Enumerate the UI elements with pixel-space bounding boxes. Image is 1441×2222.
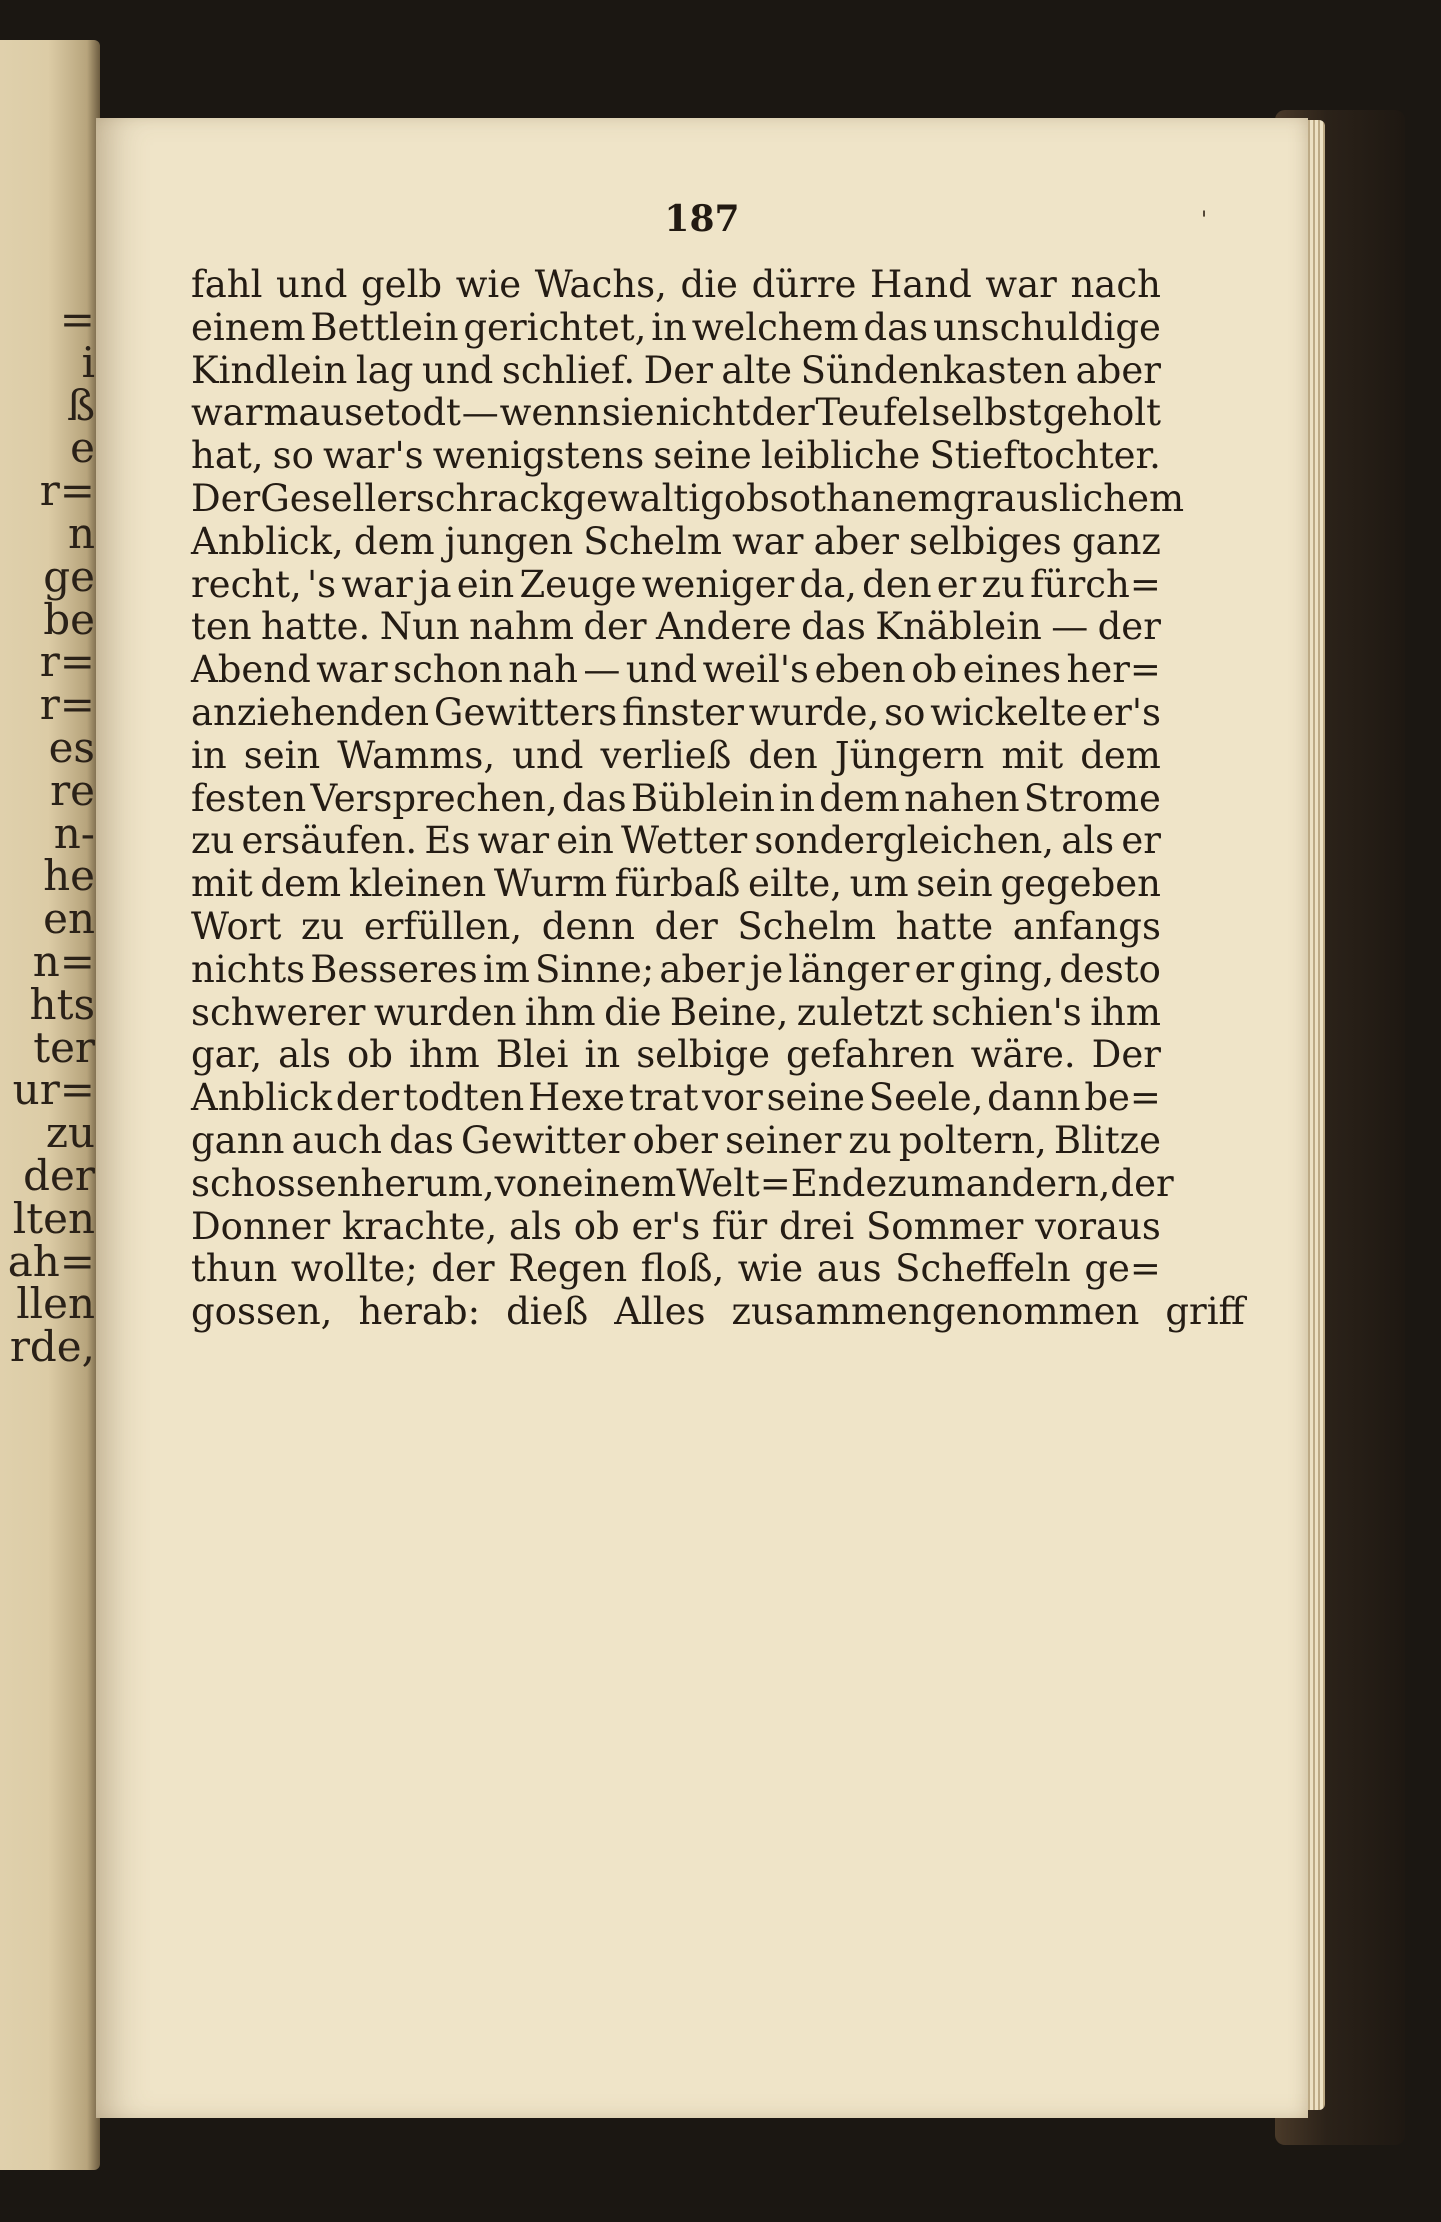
word: dieß xyxy=(506,1290,589,1334)
word: Seele, xyxy=(868,1076,984,1120)
word: grauslichem xyxy=(952,477,1185,520)
word: zum xyxy=(887,1161,966,1205)
word: war xyxy=(732,519,804,563)
word: Wetter xyxy=(620,819,748,863)
word: Schelm xyxy=(583,519,722,563)
word: war xyxy=(477,819,550,863)
left-page-text-fragment: en xyxy=(43,894,95,944)
word: Knäblein xyxy=(875,605,1042,649)
left-page-text-fragment: n= xyxy=(32,937,95,986)
word: eben xyxy=(814,648,906,692)
word: aber xyxy=(1075,348,1161,392)
word: je xyxy=(749,947,784,991)
word: desto xyxy=(1059,947,1161,991)
word: gossen, xyxy=(191,1290,333,1334)
word: so xyxy=(884,691,926,734)
word: Strome xyxy=(1023,776,1161,820)
word: Der xyxy=(643,348,713,392)
word: Donner xyxy=(191,1204,331,1248)
left-page-text-fragment: rde, xyxy=(9,1322,95,1372)
word: — xyxy=(1051,605,1089,649)
word: ging, xyxy=(959,947,1055,991)
word: seine xyxy=(653,434,752,478)
word: weniger xyxy=(641,562,795,606)
word: wenn xyxy=(499,391,601,435)
word: gerichtet, xyxy=(463,305,647,349)
word: fahl xyxy=(191,263,263,306)
word: den xyxy=(748,733,818,777)
word: aber xyxy=(659,947,745,991)
word: erschrack xyxy=(376,477,563,520)
word: Kindlein xyxy=(191,348,348,392)
word: das xyxy=(389,1119,454,1162)
word: Sündenkasten xyxy=(800,348,1068,392)
word: 's xyxy=(306,562,337,606)
word: einem xyxy=(561,1161,677,1205)
left-page-text-fragment: lten xyxy=(12,1193,95,1243)
word: zu xyxy=(848,1119,892,1162)
word: gefahren xyxy=(786,1033,955,1077)
word: für xyxy=(712,1204,768,1248)
word: her= xyxy=(1066,648,1161,692)
word: hatte. xyxy=(261,605,371,649)
word: wickelte xyxy=(930,691,1088,734)
word: er's xyxy=(1092,691,1161,734)
left-page-text-fragment: r= xyxy=(39,637,95,687)
word: schossen xyxy=(191,1161,361,1205)
word: fürch= xyxy=(1030,562,1161,606)
word: und xyxy=(422,348,494,392)
word: anfangs xyxy=(1012,905,1161,948)
word: nah xyxy=(508,648,578,692)
word: anziehenden xyxy=(191,691,430,734)
word: ob xyxy=(911,648,958,692)
word: im xyxy=(482,947,530,991)
word: Büblein xyxy=(630,776,775,820)
word: da, xyxy=(799,562,857,606)
word: ob xyxy=(723,477,770,520)
word: gelb xyxy=(361,263,443,306)
word: vor xyxy=(701,1076,763,1120)
word: seiner xyxy=(725,1119,842,1162)
word: Gesell xyxy=(260,477,377,520)
word: als xyxy=(278,1033,332,1077)
word: seine xyxy=(766,1076,866,1120)
word: — xyxy=(461,391,499,435)
word: dann xyxy=(987,1076,1081,1120)
word: denn xyxy=(541,905,635,948)
word: Es xyxy=(424,819,471,863)
word: Bettlein xyxy=(310,305,459,349)
word: die xyxy=(680,263,738,306)
word: sein xyxy=(916,862,993,906)
word: trat xyxy=(628,1076,699,1120)
word: be= xyxy=(1084,1076,1161,1120)
word: alte xyxy=(721,348,793,392)
left-page-text-fragment: ur= xyxy=(12,1065,95,1115)
word: war's xyxy=(323,434,424,478)
word: Wachs, xyxy=(534,263,667,306)
word: und xyxy=(276,263,348,306)
word: ihm xyxy=(409,1033,480,1077)
word: Beine, xyxy=(669,990,789,1034)
word: thun xyxy=(191,1247,278,1291)
word: Stieftochter. xyxy=(929,434,1161,478)
word: Abend xyxy=(191,648,311,692)
word: zu xyxy=(981,562,1025,606)
word: todten xyxy=(402,1076,525,1120)
word: Welt=Ende xyxy=(676,1161,888,1205)
word: sie xyxy=(601,391,655,435)
word: nichts xyxy=(191,947,306,991)
word: der xyxy=(654,905,718,948)
word: Hexe xyxy=(528,1076,625,1120)
word: ge= xyxy=(1084,1247,1161,1291)
word: Alles xyxy=(614,1290,706,1334)
word: Jüngern xyxy=(834,733,985,777)
left-page-text-fragment: r= xyxy=(39,680,95,730)
word: der xyxy=(751,391,815,435)
word: welchem xyxy=(691,305,859,349)
word: er xyxy=(1121,819,1161,863)
word: dem xyxy=(260,862,342,906)
word: und xyxy=(625,648,698,692)
left-page-text-fragment: ß xyxy=(66,380,95,430)
word: jungen xyxy=(444,519,574,563)
word: festen xyxy=(191,776,307,820)
word: ein xyxy=(456,562,515,606)
word: ihm xyxy=(524,990,596,1034)
word: Regen xyxy=(508,1247,628,1291)
word: das xyxy=(801,605,866,649)
word: nahen xyxy=(904,776,1020,820)
word: ganz xyxy=(1071,519,1161,563)
word: Blei xyxy=(495,1033,569,1077)
word: recht, xyxy=(191,562,302,606)
word: erfüllen, xyxy=(363,905,523,948)
text-line xyxy=(191,1290,1245,1348)
word: wäre. xyxy=(970,1033,1076,1077)
word: eines xyxy=(962,648,1062,692)
word: von xyxy=(494,1161,562,1205)
word: ober xyxy=(632,1119,718,1162)
left-page-text-fragment: ter xyxy=(33,1022,95,1072)
word: mit xyxy=(1001,733,1064,777)
word: geholt xyxy=(1042,391,1161,435)
left-page-text-fragment: he xyxy=(43,851,95,901)
word: Wamms, xyxy=(337,733,496,777)
word: Der xyxy=(191,477,261,520)
left-page-text-fragment: n xyxy=(67,509,95,558)
word: in xyxy=(191,733,227,777)
word: Scheffeln xyxy=(895,1247,1071,1291)
left-page-text-fragment: ah= xyxy=(7,1236,95,1286)
word: einem xyxy=(191,305,306,349)
word: war xyxy=(191,391,263,435)
word: das xyxy=(561,776,627,820)
word: nicht xyxy=(655,391,751,435)
left-page-text-fragment: i xyxy=(81,337,95,387)
word: gar, xyxy=(191,1033,263,1077)
word: kleinen xyxy=(348,862,487,906)
left-page-text-fragment: ge xyxy=(43,551,95,601)
book-page xyxy=(96,118,1308,2118)
left-page-text-fragment: es xyxy=(48,723,95,772)
word: Blitze xyxy=(1053,1119,1161,1162)
word: Nun xyxy=(379,605,460,649)
word: war xyxy=(316,648,388,692)
word: der xyxy=(1097,605,1161,649)
word: sein xyxy=(243,733,321,777)
word: dürre xyxy=(751,263,857,306)
word: als xyxy=(509,1204,562,1248)
word: zuletzt xyxy=(796,990,924,1034)
word: und xyxy=(512,733,584,777)
word: der xyxy=(335,1076,400,1120)
left-page-text-fragment: n- xyxy=(53,808,95,858)
word: ob xyxy=(573,1204,620,1248)
word: nahm xyxy=(469,605,574,649)
word: schon xyxy=(393,648,503,692)
word: das xyxy=(863,305,929,349)
word: drei xyxy=(779,1204,855,1248)
word: der xyxy=(1110,1161,1174,1205)
corner-mark: ' xyxy=(1201,208,1208,233)
word: gann xyxy=(191,1119,285,1162)
word: hatte xyxy=(895,905,994,948)
left-page-text-fragment: re xyxy=(50,765,95,815)
word: um xyxy=(849,862,909,906)
word: andern, xyxy=(965,1161,1111,1205)
word: dem xyxy=(819,776,900,820)
word: Gewitter xyxy=(461,1119,626,1162)
word: herum, xyxy=(360,1161,495,1205)
word: schien's xyxy=(931,990,1082,1034)
left-page-text-fragment: = xyxy=(59,295,95,344)
word: unschuldige xyxy=(932,305,1161,349)
word: war xyxy=(985,263,1057,306)
word: Hand xyxy=(869,263,972,306)
word: Versprechen, xyxy=(310,776,558,820)
word: selbst xyxy=(931,391,1042,435)
word: war xyxy=(341,562,413,606)
word: in xyxy=(651,305,687,349)
word: die xyxy=(604,990,662,1034)
word: Gewitters xyxy=(433,691,618,734)
word: wie xyxy=(455,263,522,306)
word: wie xyxy=(737,1247,804,1291)
word: gewaltig xyxy=(562,477,724,520)
word: zu xyxy=(300,905,345,948)
left-page-text-fragment: hts xyxy=(29,979,95,1029)
word: sondergleichen, xyxy=(754,819,1055,863)
word: finster xyxy=(622,691,744,734)
word: Schelm xyxy=(737,905,877,948)
left-page-text-fragment: zu xyxy=(45,1108,95,1158)
word: Der xyxy=(1091,1033,1161,1077)
word: zusammengenommen xyxy=(731,1290,1140,1334)
word: selbige xyxy=(636,1033,771,1077)
word: der xyxy=(583,605,647,649)
word: schlief. xyxy=(501,348,636,392)
word: ob xyxy=(347,1033,393,1077)
word: dem xyxy=(353,519,435,563)
word: Besseres xyxy=(310,947,478,991)
word: floß, xyxy=(640,1247,725,1291)
word: poltern, xyxy=(898,1119,1047,1162)
word: mausetodt xyxy=(263,391,461,435)
word: er xyxy=(914,947,955,991)
left-page-text-fragment: llen xyxy=(16,1279,95,1329)
word: wenigstens xyxy=(432,434,645,478)
word: hat, xyxy=(191,434,264,478)
word: voraus xyxy=(1035,1204,1161,1248)
word: Teufel xyxy=(815,391,931,435)
word: krachte, xyxy=(341,1204,498,1248)
word: selbiges xyxy=(908,519,1062,563)
left-page-text-fragment: e xyxy=(70,423,95,473)
word: verließ xyxy=(600,733,732,777)
word: lag xyxy=(355,348,414,392)
word: nach xyxy=(1070,263,1161,306)
word: länger xyxy=(788,947,910,991)
word: in xyxy=(584,1033,621,1077)
word: er xyxy=(936,562,977,606)
word: Wort xyxy=(191,905,282,948)
word: wollte; xyxy=(290,1247,418,1291)
word: Sinne; xyxy=(535,947,655,991)
left-page-text-fragment: be xyxy=(43,594,95,644)
word: schwerer xyxy=(191,990,366,1034)
word: Wurm xyxy=(493,862,608,906)
word: er's xyxy=(631,1204,701,1248)
word: auch xyxy=(291,1119,382,1162)
left-page-text-fragment: der xyxy=(23,1151,95,1200)
word: Zeuge xyxy=(519,562,637,606)
word: herab: xyxy=(358,1290,481,1334)
word: gegeben xyxy=(1000,862,1161,906)
word: ersäufen. xyxy=(241,819,418,863)
word: leibliche xyxy=(760,434,921,478)
word: dem xyxy=(1080,733,1161,777)
word: wurden xyxy=(373,990,517,1034)
word: ihm xyxy=(1090,990,1161,1034)
word: Anblick xyxy=(191,1076,333,1120)
word: der xyxy=(431,1247,495,1291)
word: so xyxy=(272,434,314,478)
word: Sommer xyxy=(865,1204,1024,1248)
word: weil's xyxy=(702,648,810,692)
word: griff xyxy=(1165,1290,1245,1334)
word: ten xyxy=(191,605,252,649)
left-page-fragment xyxy=(0,40,100,2170)
word: in xyxy=(779,776,815,820)
word: aber xyxy=(813,519,899,563)
word: — xyxy=(583,648,621,692)
word: fürbaß xyxy=(614,862,741,906)
word: als xyxy=(1061,819,1115,863)
word: aus xyxy=(816,1247,882,1291)
left-page-text-fragment: r= xyxy=(39,466,95,516)
word: Andere xyxy=(656,605,792,649)
word: wurde, xyxy=(748,691,880,734)
word: den xyxy=(862,562,932,606)
word: zu xyxy=(191,819,235,863)
word: ja xyxy=(417,562,452,606)
page-number: 187 xyxy=(664,198,740,240)
word: mit xyxy=(191,862,253,906)
word: eilte, xyxy=(747,862,843,906)
word: Anblick, xyxy=(191,519,344,563)
word: sothanem xyxy=(769,477,953,520)
word: ein xyxy=(556,819,614,863)
